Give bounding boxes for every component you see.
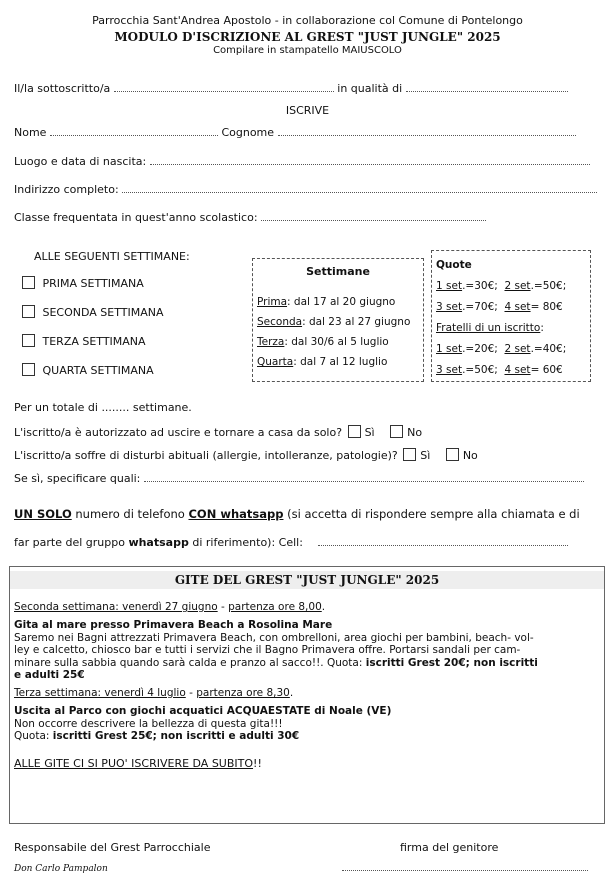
- quote-row-1: 1 set.=30€; 2 set.=50€;: [436, 280, 567, 292]
- trip-2-date: Terza settimana: venerdì 4 luglio - partenza ore 8,30.: [14, 687, 294, 699]
- week-1-label: PRIMA SETTIMANA: [42, 277, 144, 290]
- undersigned-field[interactable]: [114, 82, 334, 92]
- trip-2-name: Uscita al Parco con giochi acquatici ACQUAESTATE di Noale (VE): [14, 705, 392, 717]
- cognome-field[interactable]: [278, 126, 576, 136]
- authorized-no-checkbox[interactable]: [390, 425, 403, 438]
- trip-2-body: Uscita al Parco con giochi acquatici ACQUAESTATE di Noale (VE) Non occorre descrivere la bellezza di questa gita!!! Quota: iscritti Grest 25€; non iscritti e adulti 30€: [14, 705, 392, 742]
- authorized-row: [14, 425, 422, 439]
- birth-label: Luogo e data di nascita:: [14, 155, 147, 168]
- authorized-question: L'iscritto/a è autorizzato ad uscire e tornare a casa da solo?: [14, 426, 343, 439]
- trip-1-date: Seconda settimana: venerdì 27 giugno - partenza ore 8,00.: [14, 601, 326, 613]
- form-title: MODULO D'ISCRIZIONE AL GREST "JUST JUNGLE" 2025: [114, 30, 501, 44]
- signature-line[interactable]: [342, 861, 588, 874]
- specify-field[interactable]: [144, 472, 584, 482]
- disorders-yes-label: Sì: [420, 449, 431, 462]
- class-label: Classe frequentata in quest'anno scolastico:: [14, 211, 258, 224]
- address-row[interactable]: [14, 183, 597, 196]
- week-2-item[interactable]: [20, 305, 164, 319]
- cognome-label: Cognome: [221, 126, 275, 139]
- responsible-label: Responsabile del Grest Parrocchiale: [14, 841, 211, 854]
- form-subtitle: Compilare in stampatello MAIUSCOLO: [213, 45, 402, 56]
- total-label: Per un totale di: [14, 401, 98, 414]
- week-4-checkbox[interactable]: [22, 363, 35, 376]
- disorders-no-label: No: [462, 449, 478, 462]
- settimane-box: [252, 258, 424, 382]
- disorders-yes-checkbox[interactable]: [403, 448, 416, 461]
- disorders-question: L'iscritto/a soffre di disturbi abituali (allergie, intolleranze, patologie)?: [14, 449, 398, 462]
- authorized-yes-label: Sì: [364, 426, 375, 439]
- authorized-yes-checkbox[interactable]: [348, 425, 361, 438]
- phone-row-1: UN SOLO numero di telefono CON whatsapp (si accetta di rispondere sempre alla chiamata e di: [14, 507, 580, 521]
- quote-box: [431, 250, 591, 382]
- nome-field[interactable]: [50, 126, 218, 136]
- address-field[interactable]: [122, 183, 597, 193]
- trip-1-name: Gita al mare presso Primavera Beach a Rosolina Mare: [14, 619, 333, 631]
- birth-row[interactable]: [14, 155, 590, 168]
- specify-row[interactable]: [14, 472, 584, 485]
- week-3-item[interactable]: [20, 334, 146, 348]
- settimane-row-2: Seconda: dal 23 al 27 giugno: [257, 316, 411, 328]
- week-2-label: SECONDA SETTIMANA: [42, 306, 164, 319]
- trips-title: GITE DEL GREST "JUST JUNGLE" 2025: [10, 571, 604, 589]
- address-label: Indirizzo completo:: [14, 183, 119, 196]
- disorders-row: [14, 448, 478, 462]
- signature-label: firma del genitore: [400, 841, 499, 854]
- specify-label: Se sì, specificare quali:: [14, 472, 141, 485]
- week-4-label: QUARTA SETTIMANA: [42, 364, 154, 377]
- responsible-name: Don Carlo Pampalon: [14, 864, 108, 874]
- nome-label: Nome: [14, 126, 47, 139]
- quote-row-2: 3 set.=70€; 4 set= 80€: [436, 301, 563, 313]
- settimane-row-4: Quarta: dal 7 al 12 luglio: [257, 356, 388, 368]
- trip-1-body: Gita al mare presso Primavera Beach a Rosolina Mare Saremo nei Bagni attrezzati Primavera Beach, con ombrelloni, area giochi per bambini, beach- vol- ley e calcetto, chiosco bar e tutti i servizi che il Bagno Primavera offre. Portarsi sandali per cam- minare sulla sabbia quando sarà calda e pranzo al sacco!!. Quota: iscritti Grest 20€; non iscritti e adulti 25€: [14, 619, 538, 681]
- week-1-item[interactable]: [20, 276, 144, 290]
- phone-row-2[interactable]: far parte del gruppo whatsapp di riferimento): Cell:: [14, 536, 568, 549]
- parish-header: Parrocchia Sant'Andrea Apostolo - in collaborazione col Comune di Pontelongo: [92, 14, 523, 27]
- quote-siblings: Fratelli di un iscritto:: [436, 322, 544, 334]
- disorders-no-checkbox[interactable]: [446, 448, 459, 461]
- week-1-checkbox[interactable]: [22, 276, 35, 289]
- quote-row-3: 1 set.=20€; 2 set.=40€;: [436, 343, 567, 355]
- settimane-title: Settimane: [306, 265, 370, 278]
- cell-field[interactable]: [318, 536, 568, 546]
- authorized-no-label: No: [407, 426, 423, 439]
- weeks-heading: ALLE SEGUENTI SETTIMANE:: [34, 250, 190, 263]
- iscrive-heading: ISCRIVE: [285, 104, 330, 117]
- quote-list: [436, 255, 566, 381]
- total-row: [14, 401, 192, 414]
- settimane-row-3: Terza: dal 30/6 al 5 luglio: [257, 336, 389, 348]
- week-3-label: TERZA SETTIMANA: [42, 335, 146, 348]
- birth-field[interactable]: [150, 155, 590, 165]
- trips-box: [9, 566, 605, 824]
- name-row[interactable]: [14, 126, 576, 139]
- trips-note: ALLE GITE CI SI PUO' ISCRIVERE DA SUBITO!!: [14, 757, 262, 770]
- class-field[interactable]: [261, 211, 486, 221]
- undersigned-row[interactable]: [14, 82, 568, 95]
- in-quality-field[interactable]: [406, 82, 568, 92]
- week-2-checkbox[interactable]: [22, 305, 35, 318]
- total-field[interactable]: ........: [101, 401, 130, 414]
- class-row[interactable]: [14, 211, 486, 224]
- total-suffix: settimane.: [132, 401, 192, 414]
- settimane-row-1: Prima: dal 17 al 20 giugno: [257, 296, 396, 308]
- settimane-list: [257, 292, 410, 372]
- week-3-checkbox[interactable]: [22, 334, 35, 347]
- quote-row-4: 3 set.=50€; 4 set= 60€: [436, 364, 563, 376]
- quote-title: Quote: [436, 259, 472, 271]
- undersigned-label: Il/la sottoscritto/a: [14, 82, 111, 95]
- week-4-item[interactable]: [20, 363, 154, 377]
- in-quality-label: in qualità di: [337, 82, 403, 95]
